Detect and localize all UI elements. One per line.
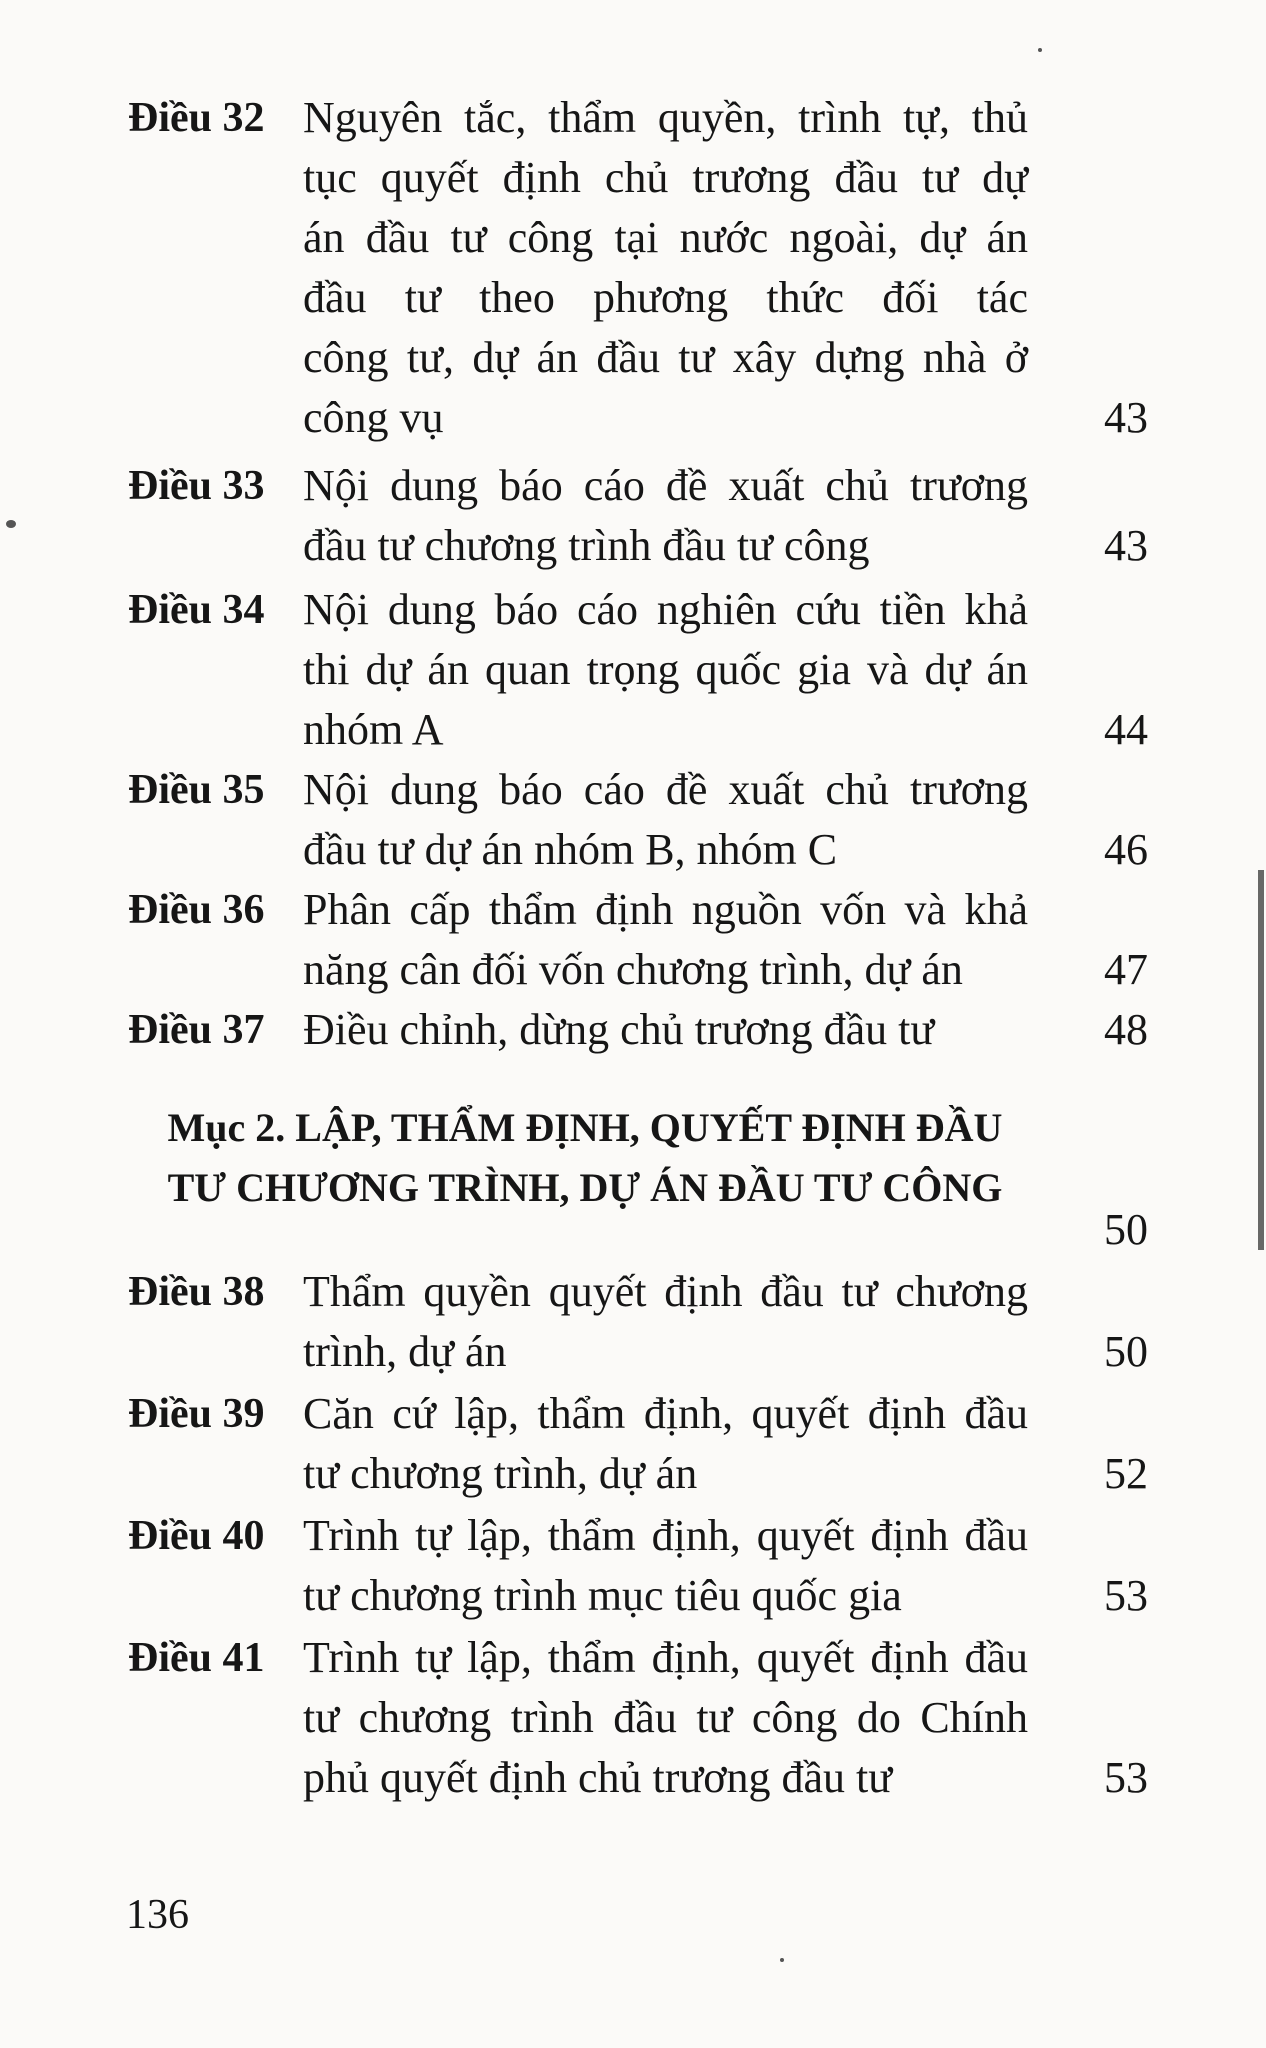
page-number: 43	[1104, 393, 1148, 442]
title-line: Nội dung báo cáo đề xuất chủ trương	[303, 461, 1028, 510]
title-line: đầu tư theo phương thức đối tác	[303, 273, 1028, 322]
section-heading	[150, 1098, 1020, 1218]
scan-speck	[780, 1958, 784, 1962]
toc-entry	[128, 456, 1148, 576]
toc-entry	[128, 1384, 1148, 1504]
title-line: Nội dung báo cáo đề xuất chủ trương	[303, 765, 1028, 814]
page-number: 44	[1104, 705, 1148, 754]
toc-entry	[128, 88, 1148, 448]
page-number: 47	[1104, 945, 1148, 994]
article-number: Điều 40	[128, 1513, 265, 1559]
title-line: phủ quyết định chủ trương đầu tư	[303, 1753, 893, 1802]
page-number: 53	[1104, 1571, 1148, 1620]
scan-speck	[6, 520, 16, 528]
section-heading-line: Mục 2. LẬP, THẨM ĐỊNH, QUYẾT ĐỊNH ĐẦU	[167, 1105, 1003, 1150]
title-line: Căn cứ lập, thẩm định, quyết định đầu	[303, 1389, 1028, 1438]
title-line: đầu tư dự án nhóm B, nhóm C	[303, 825, 838, 874]
page-number: 52	[1104, 1449, 1148, 1498]
article-number: Điều 32	[128, 95, 265, 141]
article-title	[303, 456, 1028, 576]
section-heading-line: TƯ CHƯƠNG TRÌNH, DỰ ÁN ĐẦU TƯ CÔNG	[167, 1165, 1003, 1210]
toc-entry	[128, 1000, 1148, 1060]
page-number: 48	[1104, 1005, 1148, 1054]
title-line: Nội dung báo cáo nghiên cứu tiền khả	[303, 585, 1028, 634]
article-number: Điều 37	[128, 1007, 265, 1053]
article-number: Điều 38	[128, 1269, 265, 1315]
title-line: Nguyên tắc, thẩm quyền, trình tự, thủ	[303, 93, 1028, 142]
page-number: 50	[1104, 1327, 1148, 1376]
title-line: Trình tự lập, thẩm định, quyết định đầu	[303, 1633, 1028, 1682]
section-page-number: 50	[1104, 1205, 1148, 1254]
title-line: công tư, dự án đầu tư xây dựng nhà ở	[303, 333, 1028, 382]
article-title	[303, 1262, 1028, 1382]
title-line: tư chương trình mục tiêu quốc gia	[303, 1571, 902, 1620]
toc-entry	[128, 760, 1148, 880]
article-title	[303, 580, 1028, 760]
article-title	[303, 1506, 1028, 1626]
article-number: Điều 35	[128, 767, 265, 813]
article-title	[303, 1000, 1028, 1060]
title-line: đầu tư chương trình đầu tư công	[303, 521, 870, 570]
title-line: trình, dự án	[303, 1327, 507, 1376]
title-line: thi dự án quan trọng quốc gia và dự án	[303, 645, 1028, 694]
scan-edge-shadow	[1258, 870, 1264, 1250]
article-title	[303, 1628, 1028, 1808]
article-number: Điều 34	[128, 587, 265, 633]
title-line: tư chương trình, dự án	[303, 1449, 698, 1498]
title-line: Thẩm quyền quyết định đầu tư chương	[303, 1267, 1028, 1316]
title-line: Điều chỉnh, dừng chủ trương đầu tư	[303, 1005, 935, 1054]
article-title	[303, 760, 1028, 880]
title-line: án đầu tư công tại nước ngoài, dự án	[303, 213, 1028, 262]
toc-entry	[128, 580, 1148, 760]
page-number: 53	[1104, 1753, 1148, 1802]
title-line: công vụ	[303, 393, 444, 442]
toc-entry	[128, 1262, 1148, 1382]
page-number: 43	[1104, 521, 1148, 570]
toc-entry	[128, 1506, 1148, 1626]
article-number: Điều 33	[128, 463, 265, 509]
article-title	[303, 88, 1028, 448]
scan-speck	[1038, 48, 1042, 52]
page-number: 46	[1104, 825, 1148, 874]
toc-entry	[128, 1628, 1148, 1808]
folio-page-number: 136	[126, 1892, 189, 1938]
title-line: tục quyết định chủ trương đầu tư dự	[303, 153, 1028, 202]
article-title	[303, 880, 1028, 1000]
title-line: năng cân đối vốn chương trình, dự án	[303, 945, 963, 994]
toc-entry	[128, 880, 1148, 1000]
article-title	[303, 1384, 1028, 1504]
title-line: tư chương trình đầu tư công do Chính	[303, 1693, 1028, 1742]
article-number: Điều 36	[128, 887, 265, 933]
title-line: Phân cấp thẩm định nguồn vốn và khả	[303, 885, 1028, 934]
article-number: Điều 41	[128, 1635, 265, 1681]
article-number: Điều 39	[128, 1391, 265, 1437]
title-line: nhóm A	[303, 705, 444, 754]
title-line: Trình tự lập, thẩm định, quyết định đầu	[303, 1511, 1028, 1560]
